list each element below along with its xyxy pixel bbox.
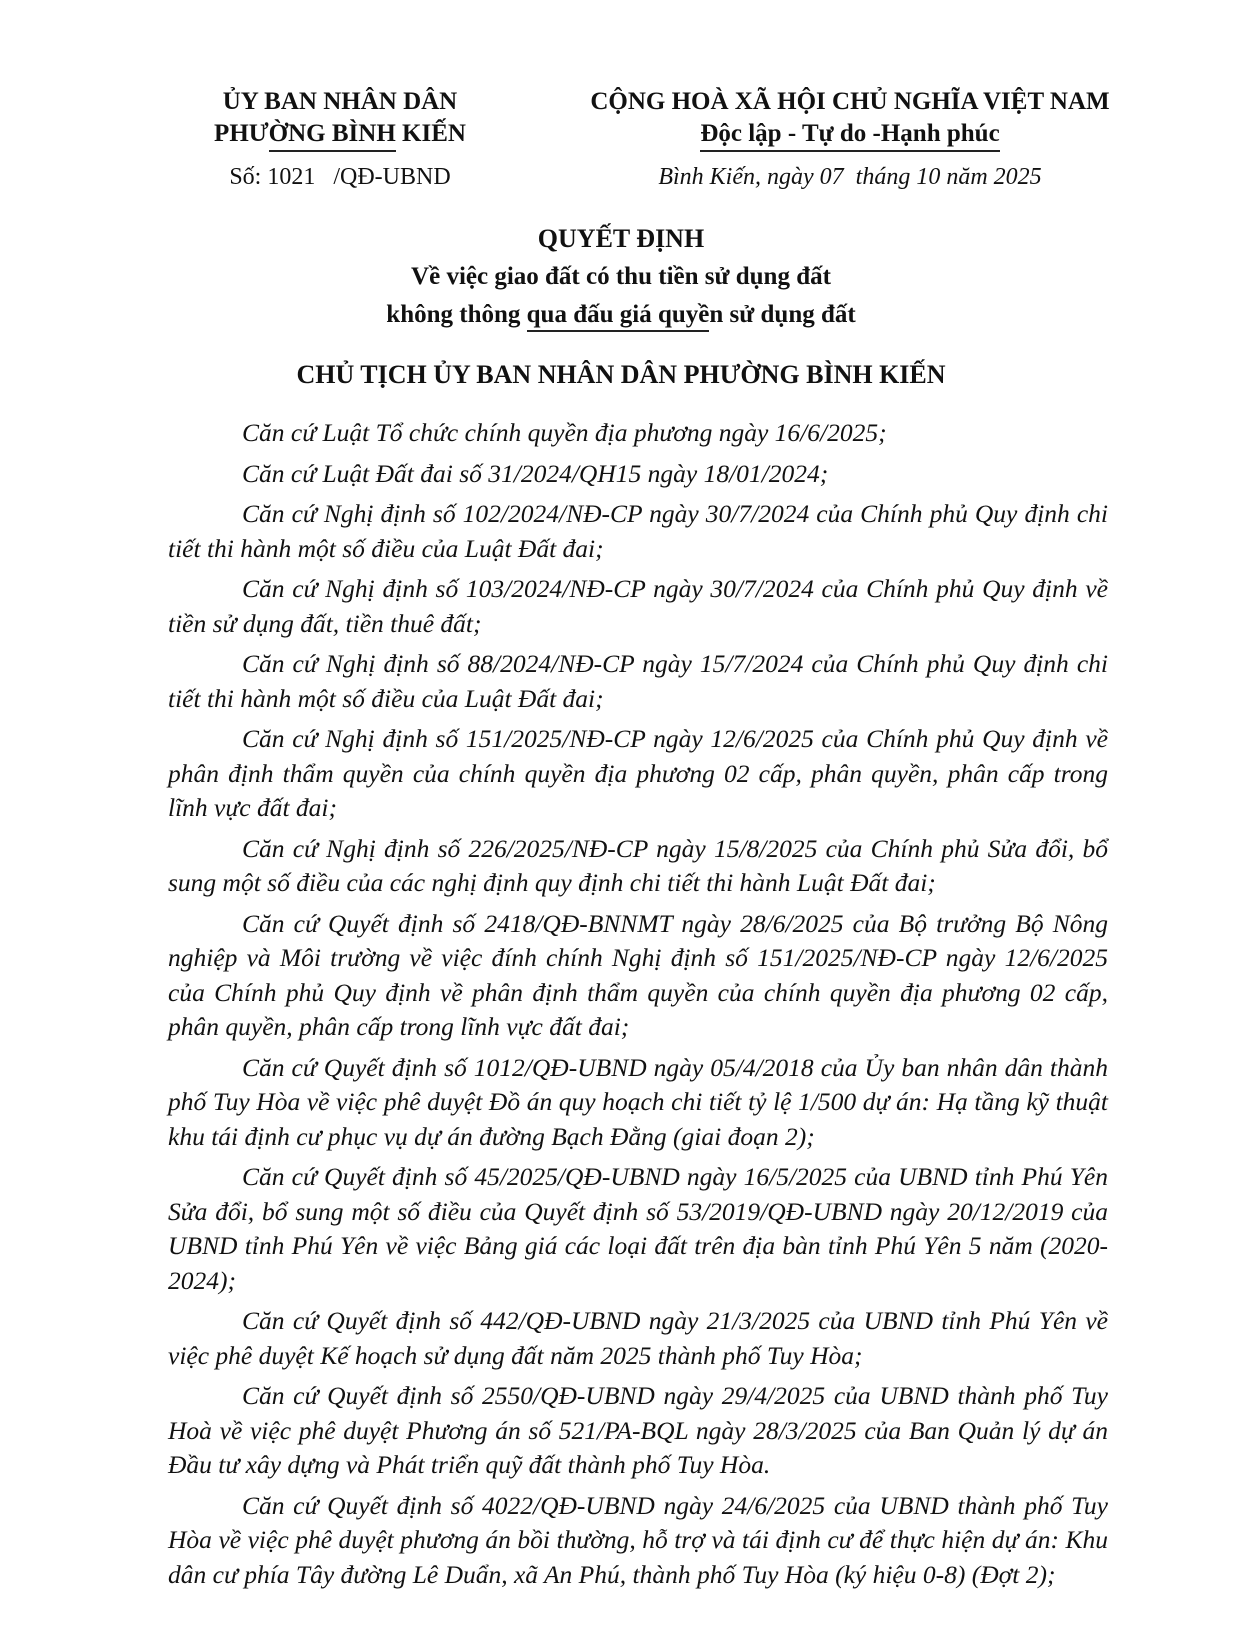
national-motto-wrap xyxy=(700,118,999,150)
document-number: Số: 1021 /QĐ-UBND xyxy=(229,164,451,190)
legal-basis-list xyxy=(168,416,1108,1598)
document-subject-line1: Về việc giao đất có thu tiền sử dụng đất xyxy=(411,263,831,290)
subject-underlined-wrap xyxy=(527,296,710,334)
document-subject-line2 xyxy=(0,296,1242,334)
legal-basis-item: Căn cứ Quyết định số 2550/QĐ-UBND ngày 29/4/2025 của UBND thành phố Tuy Hoà về việc phê duyệt Phương án số 521/PA-BQL ngày 28/3/2025 của Ban Quản lý dự án Đầu tư xây dựng và Phát triển quỹ đất thành phố Tuy Hòa. xyxy=(168,1381,1108,1479)
legal-basis-item: Căn cứ Quyết định số 45/2025/QĐ-UBND ngày 16/5/2025 của UBND tỉnh Phú Yên Sửa đổi, bổ sung một số điều của Quyết định số 53/2019/QĐ-UBND ngày 20/12/2019 của UBND tỉnh Phú Yên về việc Bảng giá các loại đất trên địa bàn tỉnh Phú Yên 5 năm (2020-2024); xyxy=(168,1162,1108,1295)
authority-name-part2: ỜNG BÌNH xyxy=(268,120,396,147)
authority-name-part1: PHƯ xyxy=(214,120,269,147)
national-header-block xyxy=(540,86,1160,192)
legal-basis-item: Căn cứ Quyết định số 442/QĐ-UBND ngày 21/3/2025 của UBND tỉnh Phú Yên về việc phê duyệt Kế hoạch sử dụng đất năm 2025 thành phố Tuy Hòa; xyxy=(168,1306,1108,1370)
document-date: Bình Kiến, ngày 07 tháng 10 năm 2025 xyxy=(658,164,1042,190)
issuing-authority-block xyxy=(170,86,510,192)
legal-basis-item: Căn cứ Nghị định số 226/2025/NĐ-CP ngày 15/8/2025 của Chính phủ Sửa đổi, bổ sung một số điều của các nghị định quy định chi tiết thi hành Luật Đất đai; xyxy=(168,833,1108,897)
legal-basis-item: Căn cứ Nghị định số 102/2024/NĐ-CP ngày 30/7/2024 của Chính phủ Quy định chi tiết thi hành một số điều của Luật Đất đai; xyxy=(168,499,1108,563)
authority-underline xyxy=(269,150,396,152)
national-motto: Độc lập - Tự do -Hạnh phúc xyxy=(700,120,1000,147)
national-motto-line xyxy=(540,118,1160,150)
subject-part3: n sử dụng đất xyxy=(709,301,856,328)
legal-basis-item: Căn cứ Luật Tổ chức chính quyền địa phương ngày 16/6/2025; xyxy=(242,418,887,447)
title-block xyxy=(0,220,1242,334)
legal-basis-item: Căn cứ Nghị định số 151/2025/NĐ-CP ngày 12/6/2025 của Chính phủ Quy định về phân định thẩm quyền của chính quyền địa phương 02 cấp, phân quyền, phân cấp trong lĩnh vực đất đai; xyxy=(168,724,1108,822)
legal-basis-item: Căn cứ Quyết định số 1012/QĐ-UBND ngày 05/4/2018 của Ủy ban nhân dân thành phố Tuy Hòa về việc phê duyệt Đồ án quy hoạch chi tiết tỷ lệ 1/500 dự án: Hạ tầng kỹ thuật khu tái định cư phục vụ dự án đường Bạch Đằng (giai đoạn 2); xyxy=(168,1052,1108,1151)
national-title: CỘNG HOÀ XÃ HỘI CHỦ NGHĨA VIỆT NAM xyxy=(590,88,1110,115)
subject-part1: không thông xyxy=(386,301,527,328)
legal-basis-item: Căn cứ Quyết định số 4022/QĐ-UBND ngày 24/6/2025 của UBND thành phố Tuy Hòa về việc phê duyệt phương án bồi thường, hỗ trợ và tái định cư để thực hiện dự án: Khu dân cư phía Tây đường Lê Duẩn, xã An Phú, thành phố Tuy Hòa (ký hiệu 0-8) (Đợt 2); xyxy=(168,1490,1108,1589)
motto-underline xyxy=(700,150,999,152)
authority-name-part3: KIẾN xyxy=(395,120,466,147)
legal-basis-item: Căn cứ Luật Đất đai số 31/2024/QH15 ngày 18/01/2024; xyxy=(242,458,829,488)
legal-basis-item: Căn cứ Nghị định số 103/2024/NĐ-CP ngày 30/7/2024 của Chính phủ Quy định về tiền sử dụng đất, tiền thuê đất; xyxy=(168,574,1108,638)
authority-name-line1: ỦY BAN NHÂN DÂN xyxy=(222,88,458,115)
authority-name-underlined xyxy=(269,118,396,150)
authority-name-line2 xyxy=(170,118,510,150)
issuing-authority-heading: CHỦ TỊCH ỦY BAN NHÂN DÂN PHƯỜNG BÌNH KIẾN xyxy=(296,360,946,389)
subject-part2: qua đấu giá quyề xyxy=(526,301,710,328)
document-title: QUYẾT ĐỊNH xyxy=(537,224,705,253)
legal-basis-item: Căn cứ Nghị định số 88/2024/NĐ-CP ngày 15/7/2024 của Chính phủ Quy định chi tiết thi hành một số điều của Luật Đất đai; xyxy=(168,649,1108,713)
legal-basis-item: Căn cứ Quyết định số 2418/QĐ-BNNMT ngày 28/6/2025 của Bộ trưởng Bộ Nông nghiệp và Môi trường về việc đính chính Nghị định số 151/2025/NĐ-CP ngày 12/6/2025 của Chính phủ Quy định về phân định thẩm quyền của chính quyền địa phương 02 cấp, phân quyền, phân cấp trong lĩnh vực đất đai; xyxy=(168,908,1108,1041)
subject-underline xyxy=(527,330,710,332)
